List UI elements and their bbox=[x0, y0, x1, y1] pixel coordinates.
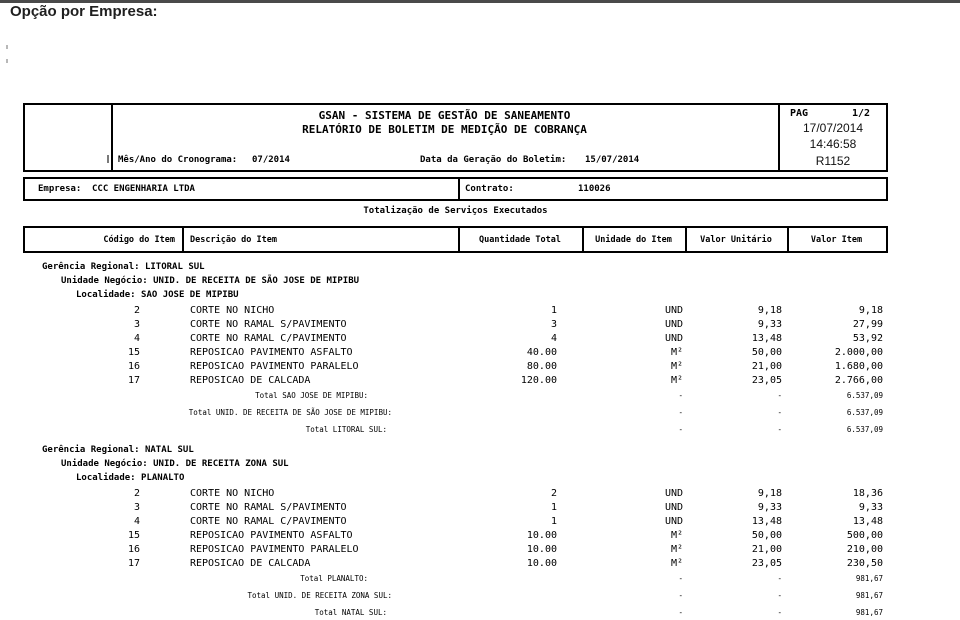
group-totals bbox=[23, 390, 888, 441]
total-value: 6.537,09 bbox=[846, 408, 883, 417]
item-quantity: 1 bbox=[550, 502, 557, 513]
col-header-unidade: Unidade do Item bbox=[595, 234, 672, 245]
table-header-row bbox=[23, 226, 888, 253]
page-number-line bbox=[780, 108, 886, 119]
item-unit: UND bbox=[664, 502, 683, 513]
item-unit-price: 21,00 bbox=[751, 544, 782, 555]
localidade-row bbox=[23, 471, 888, 487]
gerencia-label: Gerência Regional: bbox=[42, 262, 140, 272]
group-items bbox=[23, 487, 888, 571]
item-code: 15 bbox=[127, 530, 140, 541]
item-total-value: 2.000,00 bbox=[834, 347, 883, 358]
total-row bbox=[23, 573, 888, 590]
item-total-value: 210,00 bbox=[846, 544, 883, 555]
item-description: CORTE NO NICHO bbox=[190, 305, 275, 316]
item-quantity: 10.00 bbox=[526, 530, 557, 541]
total-label: Total UNID. DE RECEITA ZONA SUL: bbox=[247, 591, 392, 600]
pag-value: 1/2 bbox=[851, 108, 870, 119]
gerencia-label: Gerência Regional: bbox=[42, 445, 140, 455]
item-unit: UND bbox=[664, 319, 683, 330]
item-code: 17 bbox=[127, 558, 140, 569]
empresa-value: CCC ENGENHARIA LTDA bbox=[92, 184, 195, 194]
unidade-value: UNID. DE RECEITA ZONA SUL bbox=[153, 459, 289, 469]
localidade-label: Localidade: bbox=[76, 473, 136, 483]
total-label: Total SAO JOSE DE MIPIBU: bbox=[255, 391, 368, 400]
page-info-cell bbox=[778, 105, 886, 170]
localidade-value: SAO JOSE DE MIPIBU bbox=[141, 290, 239, 300]
item-code: 2 bbox=[133, 305, 140, 316]
report-code: R1152 bbox=[815, 154, 851, 168]
item-total-value: 18,36 bbox=[852, 488, 883, 499]
table-row bbox=[23, 543, 888, 557]
section-title: Totalização de Serviços Executados bbox=[363, 206, 548, 216]
total-row bbox=[23, 407, 888, 424]
artifact-mark bbox=[6, 59, 8, 63]
localidade-row bbox=[23, 288, 888, 304]
item-quantity: 80.00 bbox=[526, 361, 557, 372]
unidade-value: UNID. DE RECEITA DE SÃO JOSE DE MIPIBU bbox=[153, 276, 360, 286]
item-code: 3 bbox=[133, 319, 140, 330]
item-description: REPOSICAO PAVIMENTO PARALELO bbox=[190, 361, 359, 372]
item-unit: M² bbox=[670, 361, 683, 372]
geracao-value: 15/07/2014 bbox=[585, 155, 640, 165]
item-unit-price: 9,33 bbox=[757, 502, 782, 513]
total-row bbox=[23, 424, 888, 441]
item-total-value: 53,92 bbox=[852, 333, 883, 344]
table-row bbox=[23, 529, 888, 543]
empresa-contrato-box bbox=[23, 177, 888, 201]
report-header-box bbox=[23, 103, 888, 172]
total-row bbox=[23, 590, 888, 607]
total-dash-unit: - bbox=[678, 425, 683, 434]
gerencia-value: NATAL SUL bbox=[144, 445, 194, 455]
logo-placeholder bbox=[25, 105, 113, 170]
item-quantity: 40.00 bbox=[526, 347, 557, 358]
unidade-label: Unidade Negócio: bbox=[61, 459, 148, 469]
item-code: 4 bbox=[133, 333, 140, 344]
item-unit: UND bbox=[664, 488, 683, 499]
item-description: REPOSICAO PAVIMENTO ASFALTO bbox=[190, 530, 353, 541]
option-label: Opção por Empresa: bbox=[10, 3, 158, 20]
unidade-negocio-row bbox=[23, 457, 888, 471]
total-label: Total LITORAL SUL: bbox=[305, 425, 387, 434]
item-unit: UND bbox=[664, 516, 683, 527]
contrato-value: 110026 bbox=[578, 184, 611, 194]
artifact-mark bbox=[107, 155, 109, 163]
total-label: Total NATAL SUL: bbox=[314, 608, 387, 617]
item-total-value: 9,18 bbox=[858, 305, 883, 316]
table-row bbox=[23, 318, 888, 332]
item-unit-price: 9,18 bbox=[757, 488, 782, 499]
group-totals bbox=[23, 573, 888, 620]
contrato-label: Contrato: bbox=[465, 184, 514, 194]
geracao-label: Data da Geração do Boletim: bbox=[420, 155, 567, 165]
item-description: REPOSICAO DE CALCADA bbox=[190, 375, 311, 386]
table-row bbox=[23, 557, 888, 571]
total-dash-unit: - bbox=[678, 408, 683, 417]
item-code: 16 bbox=[127, 544, 140, 555]
item-unit: M² bbox=[670, 558, 683, 569]
item-code: 2 bbox=[133, 488, 140, 499]
pag-label: PAG bbox=[790, 108, 809, 119]
total-dash-unit-price: - bbox=[777, 591, 782, 600]
item-code: 17 bbox=[127, 375, 140, 386]
item-unit: M² bbox=[670, 530, 683, 541]
col-header-codigo: Código do Item bbox=[103, 234, 175, 245]
item-total-value: 9,33 bbox=[858, 502, 883, 513]
item-quantity: 1 bbox=[550, 305, 557, 316]
col-header-quantidade: Quantidade Total bbox=[479, 234, 561, 245]
item-description: CORTE NO RAMAL C/PAVIMENTO bbox=[190, 516, 347, 527]
item-unit: M² bbox=[670, 375, 683, 386]
table-row bbox=[23, 501, 888, 515]
item-quantity: 120.00 bbox=[520, 375, 557, 386]
report-title-line1: GSAN - SISTEMA DE GESTÃO DE SANEAMENTO bbox=[318, 109, 571, 122]
col-header-descricao: Descrição do Item bbox=[190, 234, 277, 245]
report-title-line2: RELATÓRIO DE BOLETIM DE MEDIÇÃO DE COBRANÇA bbox=[302, 123, 587, 136]
total-dash-unit: - bbox=[678, 608, 683, 617]
item-unit-price: 9,18 bbox=[757, 305, 782, 316]
col-header-valor-item: Valor Item bbox=[810, 234, 863, 245]
item-unit-price: 9,33 bbox=[757, 319, 782, 330]
total-dash-unit-price: - bbox=[777, 391, 782, 400]
empresa-label: Empresa: bbox=[38, 184, 82, 194]
item-description: CORTE NO RAMAL S/PAVIMENTO bbox=[190, 319, 347, 330]
table-row bbox=[23, 487, 888, 501]
total-label: Total PLANALTO: bbox=[300, 574, 368, 583]
item-total-value: 500,00 bbox=[846, 530, 883, 541]
item-unit: M² bbox=[670, 347, 683, 358]
table-row bbox=[23, 346, 888, 360]
item-unit-price: 13,48 bbox=[751, 333, 782, 344]
group-items bbox=[23, 304, 888, 388]
total-value: 6.537,09 bbox=[846, 391, 883, 400]
item-unit: UND bbox=[664, 333, 683, 344]
item-total-value: 1.680,00 bbox=[834, 361, 883, 372]
table-row bbox=[23, 360, 888, 374]
table-row bbox=[23, 374, 888, 388]
total-dash-unit-price: - bbox=[777, 425, 782, 434]
item-description: REPOSICAO PAVIMENTO PARALELO bbox=[190, 544, 359, 555]
table-row bbox=[23, 332, 888, 346]
gerencia-regional-row bbox=[23, 443, 888, 457]
item-quantity: 3 bbox=[550, 319, 557, 330]
item-quantity: 1 bbox=[550, 516, 557, 527]
total-value: 6.537,09 bbox=[846, 425, 883, 434]
col-header-valor-unitario: Valor Unitário bbox=[700, 234, 772, 245]
item-unit-price: 50,00 bbox=[751, 347, 782, 358]
table-row bbox=[23, 304, 888, 318]
item-unit: M² bbox=[670, 544, 683, 555]
column-divider bbox=[458, 179, 460, 199]
report-time: 14:46:58 bbox=[809, 137, 857, 151]
column-divider bbox=[182, 228, 184, 251]
localidade-label: Localidade: bbox=[76, 290, 136, 300]
cronograma-value: 07/2014 bbox=[252, 155, 290, 165]
total-dash-unit-price: - bbox=[777, 608, 782, 617]
item-code: 4 bbox=[133, 516, 140, 527]
gerencia-regional-row bbox=[23, 260, 888, 274]
total-value: 981,67 bbox=[855, 608, 883, 617]
item-description: CORTE NO RAMAL S/PAVIMENTO bbox=[190, 502, 347, 513]
total-value: 981,67 bbox=[855, 574, 883, 583]
unidade-negocio-row bbox=[23, 274, 888, 288]
report-date: 17/07/2014 bbox=[802, 121, 864, 135]
item-quantity: 2 bbox=[550, 488, 557, 499]
total-dash-unit: - bbox=[678, 391, 683, 400]
item-code: 15 bbox=[127, 347, 140, 358]
item-quantity: 10.00 bbox=[526, 558, 557, 569]
unidade-label: Unidade Negócio: bbox=[61, 276, 148, 286]
item-unit-price: 13,48 bbox=[751, 516, 782, 527]
item-total-value: 27,99 bbox=[852, 319, 883, 330]
total-row bbox=[23, 607, 888, 620]
localidade-value: PLANALTO bbox=[141, 473, 185, 483]
item-unit-price: 21,00 bbox=[751, 361, 782, 372]
total-label: Total UNID. DE RECEITA DE SÃO JOSE DE MIPIBU: bbox=[188, 408, 392, 417]
table-row bbox=[23, 515, 888, 529]
item-code: 16 bbox=[127, 361, 140, 372]
item-quantity: 10.00 bbox=[526, 544, 557, 555]
item-code: 3 bbox=[133, 502, 140, 513]
report-groups bbox=[23, 253, 888, 620]
item-unit-price: 50,00 bbox=[751, 530, 782, 541]
total-dash-unit-price: - bbox=[777, 408, 782, 417]
item-unit: UND bbox=[664, 305, 683, 316]
item-description: REPOSICAO DE CALCADA bbox=[190, 558, 311, 569]
gerencia-value: LITORAL SUL bbox=[144, 262, 205, 272]
item-description: CORTE NO NICHO bbox=[190, 488, 275, 499]
total-row bbox=[23, 390, 888, 407]
total-dash-unit: - bbox=[678, 574, 683, 583]
region-group bbox=[23, 443, 888, 620]
total-dash-unit-price: - bbox=[777, 574, 782, 583]
cronograma-label: Mês/Ano do Cronograma: bbox=[118, 155, 238, 165]
item-description: REPOSICAO PAVIMENTO ASFALTO bbox=[190, 347, 353, 358]
region-group bbox=[23, 260, 888, 441]
item-description: CORTE NO RAMAL C/PAVIMENTO bbox=[190, 333, 347, 344]
item-unit-price: 23,05 bbox=[751, 375, 782, 386]
total-dash-unit: - bbox=[678, 591, 683, 600]
item-total-value: 13,48 bbox=[852, 516, 883, 527]
total-value: 981,67 bbox=[855, 591, 883, 600]
item-total-value: 230,50 bbox=[846, 558, 883, 569]
item-total-value: 2.766,00 bbox=[834, 375, 883, 386]
item-unit-price: 23,05 bbox=[751, 558, 782, 569]
artifact-mark bbox=[6, 45, 8, 49]
item-quantity: 4 bbox=[550, 333, 557, 344]
